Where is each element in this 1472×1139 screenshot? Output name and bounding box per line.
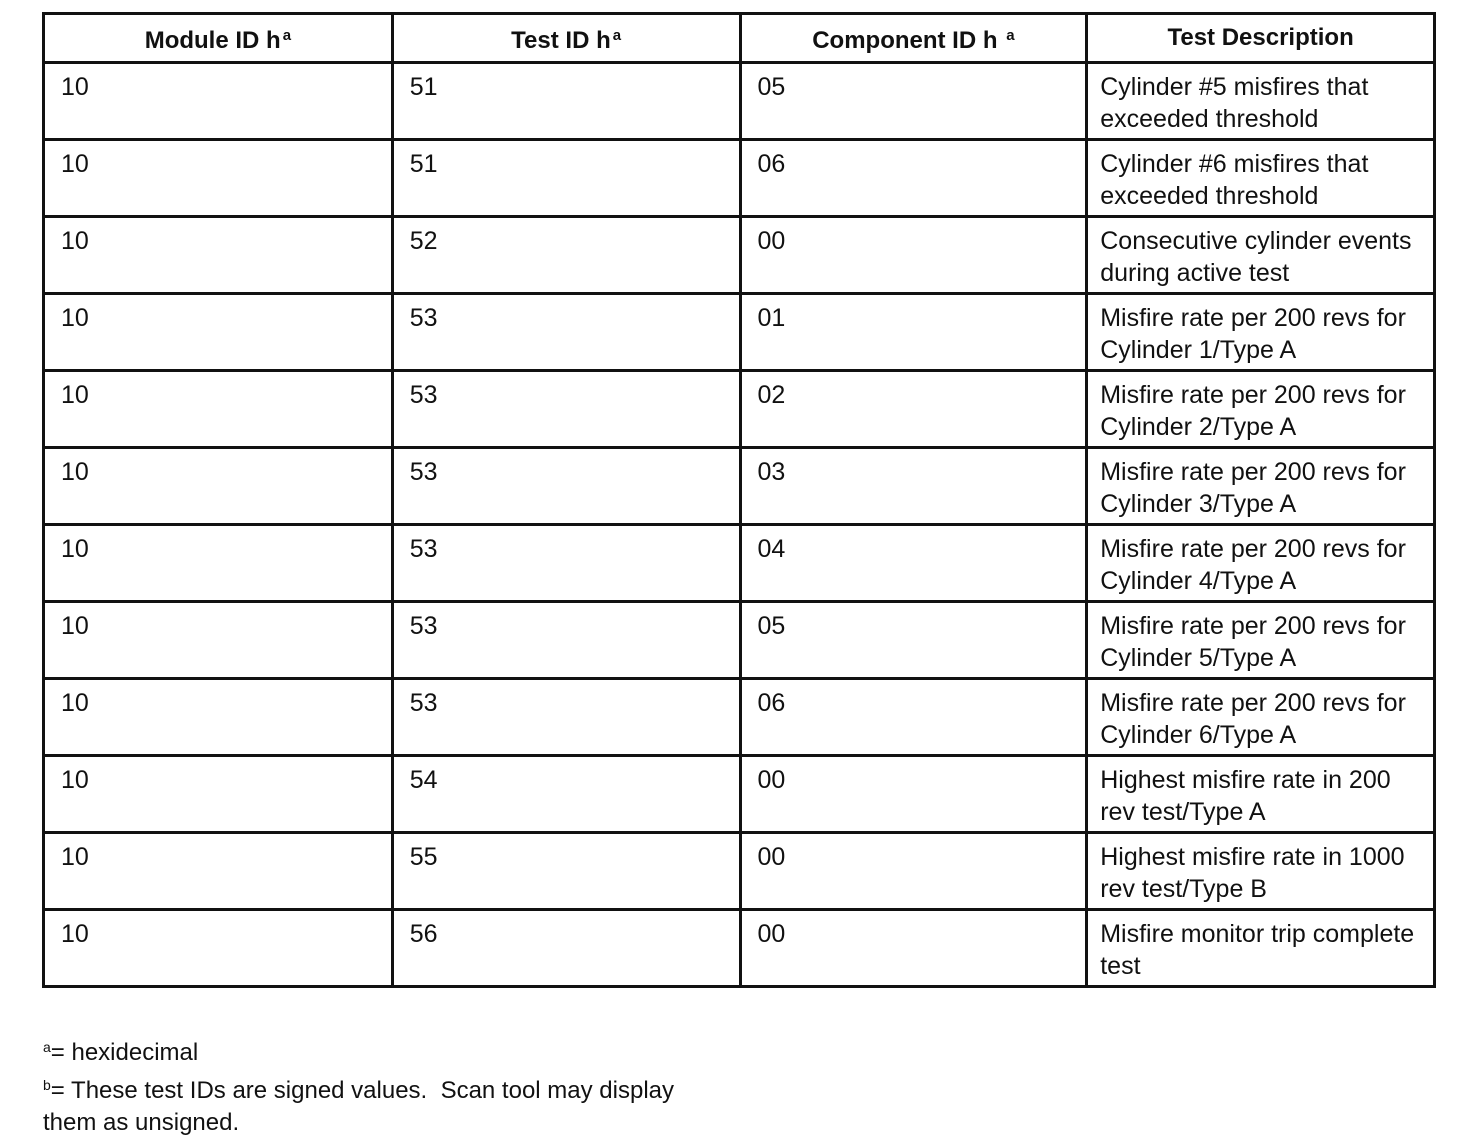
test-id-cell-text: 53 <box>409 304 438 332</box>
module-id-cell <box>44 910 393 987</box>
module-id-cell <box>44 217 393 294</box>
table-row <box>44 448 1435 525</box>
header-row <box>44 14 1435 63</box>
module-id-cell-text: 10 <box>61 150 89 178</box>
test-id-cell-text: 52 <box>409 227 438 255</box>
test-id-cell-text: 53 <box>409 535 438 563</box>
component-id-cell <box>740 525 1087 602</box>
module-id-cell <box>44 756 393 833</box>
test-id-cell-text: 55 <box>409 843 438 871</box>
module-id-cell-text: 10 <box>61 535 89 563</box>
test-description-cell <box>1087 63 1435 140</box>
test-description-cell-text: Cylinder #5 misfires that exceeded threshold <box>1100 73 1369 133</box>
test-id-cell <box>392 756 740 833</box>
component-id-cell-text: 05 <box>757 73 786 101</box>
table-row <box>44 294 1435 371</box>
table-body <box>44 63 1435 987</box>
footnotes <box>43 1031 723 1139</box>
test-description-cell <box>1087 833 1435 910</box>
module-id-cell-text: 10 <box>61 73 89 101</box>
component-id-cell-text: 06 <box>757 150 786 178</box>
test-id-cell <box>392 217 740 294</box>
test-id-cell-text: 51 <box>409 150 438 178</box>
test-id-cell <box>392 448 740 525</box>
module-id-cell-text: 10 <box>61 381 89 409</box>
component-id-cell-text: 00 <box>757 920 786 948</box>
table-row <box>44 833 1435 910</box>
test-description-cell <box>1087 371 1435 448</box>
component-id-cell <box>740 63 1087 140</box>
header-component-id: Component ID h $^a$ <box>740 14 1087 63</box>
test-description-cell-text: Consecutive cylinder events during active test <box>1100 227 1412 287</box>
table-row <box>44 63 1435 140</box>
component-id-cell <box>740 140 1087 217</box>
test-id-cell <box>392 63 740 140</box>
test-description-cell <box>1087 602 1435 679</box>
table-row <box>44 371 1435 448</box>
component-id-cell <box>740 217 1087 294</box>
test-id-cell <box>392 679 740 756</box>
test-description-cell <box>1087 294 1435 371</box>
component-id-cell-text: 05 <box>757 612 786 640</box>
test-id-cell <box>392 602 740 679</box>
module-id-cell-text: 10 <box>61 843 89 871</box>
table-row <box>44 756 1435 833</box>
test-description-cell-text: Misfire rate per 200 revs for Cylinder 5/Type A <box>1100 612 1406 672</box>
test-description-cell-text: Misfire rate per 200 revs for Cylinder 6/Type A <box>1100 689 1406 749</box>
test-description-cell <box>1087 448 1435 525</box>
component-id-cell-text: 01 <box>757 304 786 332</box>
test-id-cell <box>392 910 740 987</box>
component-id-cell <box>740 371 1087 448</box>
module-id-cell-text: 10 <box>61 304 89 332</box>
test-description-cell-text: Highest misfire rate in 200 rev test/Type A <box>1100 766 1391 826</box>
test-description-cell <box>1087 756 1435 833</box>
module-id-cell <box>44 63 393 140</box>
test-id-cell-text: 53 <box>409 458 438 486</box>
component-id-cell-text: 06 <box>757 689 786 717</box>
test-description-cell-text: Misfire rate per 200 revs for Cylinder 1/Type A <box>1100 304 1406 364</box>
module-id-cell <box>44 448 393 525</box>
test-description-cell <box>1087 679 1435 756</box>
header-test-id: Test ID h $^a$ <box>392 14 740 63</box>
table-row <box>44 217 1435 294</box>
component-id-cell-text: 03 <box>757 458 786 486</box>
test-id-cell <box>392 525 740 602</box>
test-id-cell <box>392 294 740 371</box>
module-id-cell-text: 10 <box>61 766 89 794</box>
component-id-cell <box>740 294 1087 371</box>
test-id-cell <box>392 833 740 910</box>
test-description-cell-text: Highest misfire rate in 1000 rev test/Type B <box>1100 843 1405 903</box>
test-description-cell <box>1087 217 1435 294</box>
table-row <box>44 602 1435 679</box>
test-description-cell-text: Misfire monitor trip complete test <box>1100 920 1415 980</box>
module-id-cell-text: 10 <box>61 920 89 948</box>
header-module-id: Module ID h $^a$ <box>44 14 393 63</box>
module-id-cell-text: 10 <box>61 458 89 486</box>
module-id-cell <box>44 833 393 910</box>
test-id-cell-text: 56 <box>409 920 438 948</box>
test-description-cell <box>1087 140 1435 217</box>
test-id-cell <box>392 371 740 448</box>
component-id-cell-text: 00 <box>757 766 786 794</box>
test-id-cell-text: 53 <box>409 381 438 409</box>
component-id-cell <box>740 833 1087 910</box>
module-id-cell <box>44 140 393 217</box>
component-id-cell-text: 00 <box>757 843 786 871</box>
component-id-cell-text: 04 <box>757 535 786 563</box>
test-id-cell-text: 54 <box>409 766 438 794</box>
module-id-cell <box>44 371 393 448</box>
test-description-cell <box>1087 525 1435 602</box>
header-test-description: Test Description <box>1087 14 1435 63</box>
test-description-cell-text: Misfire rate per 200 revs for Cylinder 3/Type A <box>1100 458 1406 518</box>
test-description-cell-text: Misfire rate per 200 revs for Cylinder 2/Type A <box>1100 381 1406 441</box>
table-row <box>44 140 1435 217</box>
component-id-cell <box>740 756 1087 833</box>
module-id-cell <box>44 525 393 602</box>
module-id-cell <box>44 679 393 756</box>
footnote-b: $^b$= These test IDs are signed values. Scan tool may display them as unsigned. <box>43 1077 681 1136</box>
test-id-cell <box>392 140 740 217</box>
module-id-cell-text: 10 <box>61 689 89 717</box>
table-header <box>44 14 1435 63</box>
module-id-cell-text: 10 <box>61 227 89 255</box>
test-id-cell-text: 53 <box>409 689 438 717</box>
component-id-cell <box>740 679 1087 756</box>
footnote-a: $^a$= hexidecimal <box>43 1039 199 1066</box>
component-id-cell <box>740 910 1087 987</box>
table-row <box>44 910 1435 987</box>
module-id-cell <box>44 294 393 371</box>
table-row <box>44 679 1435 756</box>
table-row <box>44 525 1435 602</box>
module-id-cell <box>44 602 393 679</box>
test-description-cell <box>1087 910 1435 987</box>
test-id-table <box>42 12 1436 988</box>
component-id-cell <box>740 602 1087 679</box>
component-id-cell <box>740 448 1087 525</box>
module-id-cell-text: 10 <box>61 612 89 640</box>
test-id-cell-text: 51 <box>409 73 438 101</box>
component-id-cell-text: 02 <box>757 381 786 409</box>
test-description-cell-text: Misfire rate per 200 revs for Cylinder 4/Type A <box>1100 535 1406 595</box>
component-id-cell-text: 00 <box>757 227 786 255</box>
test-description-cell-text: Cylinder #6 misfires that exceeded threshold <box>1100 150 1369 210</box>
test-id-cell-text: 53 <box>409 612 438 640</box>
